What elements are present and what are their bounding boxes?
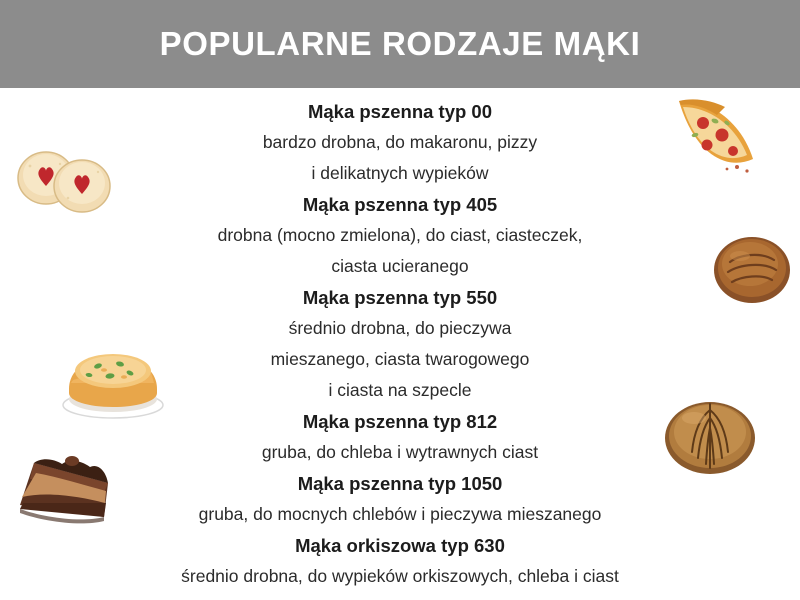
flour-description-line: średnio drobna, do pieczywa [288, 318, 512, 338]
flour-description [120, 499, 680, 530]
list-item [120, 530, 680, 592]
flour-name: Mąka pszenna typ 550 [302, 287, 498, 308]
flour-name: Mąka pszenna typ 812 [302, 411, 498, 432]
flour-description [120, 220, 680, 282]
flour-description-line: gruba, do chleba i wytrawnych ciast [261, 442, 539, 462]
chocolate-cake-slice-image [12, 433, 122, 528]
flour-description [120, 437, 680, 468]
list-item [120, 96, 680, 189]
flour-name: Mąka pszenna typ 00 [307, 101, 493, 122]
page-title: POPULARNE RODZAJE MĄKI [159, 25, 641, 62]
flour-description-line: ciasta ucieranego [331, 256, 469, 276]
flour-description [120, 313, 680, 406]
flour-description-line: bardzo drobna, do makaronu, pizzy [262, 132, 538, 152]
list-item [120, 406, 680, 468]
flour-type-list [120, 96, 680, 592]
list-item [120, 468, 680, 530]
flour-description-line: mieszanego, ciasta twarogowego [270, 349, 530, 369]
header-bar [0, 0, 800, 88]
flour-description [120, 127, 680, 189]
flour-name: Mąka orkiszowa typ 630 [295, 535, 505, 556]
flour-description-line: średnio drobna, do wypieków orkiszowych, chleba i ciast [181, 566, 619, 586]
flour-description-line: i delikatnych wypieków [311, 163, 489, 183]
jam-heart-cookies-image [10, 138, 115, 218]
flour-description-line: drobna (mocno zmielona), do ciast, ciasteczek, [217, 225, 583, 245]
list-item [120, 189, 680, 282]
sourdough-bread-loaf-image [660, 388, 760, 478]
list-item [120, 282, 680, 406]
content-area [0, 88, 800, 600]
flour-description [120, 561, 680, 592]
flour-description-line: gruba, do mocnych chlebów i pieczywa mieszanego [198, 504, 602, 524]
flour-description-line: i ciasta na szpecle [328, 380, 472, 400]
round-bread-loaf-image [710, 228, 795, 308]
pizza-slice-image [665, 93, 765, 178]
flour-name: Mąka pszenna typ 1050 [297, 473, 503, 494]
quiche-tart-image [58, 333, 168, 423]
flour-name: Mąka pszenna typ 405 [302, 194, 498, 215]
